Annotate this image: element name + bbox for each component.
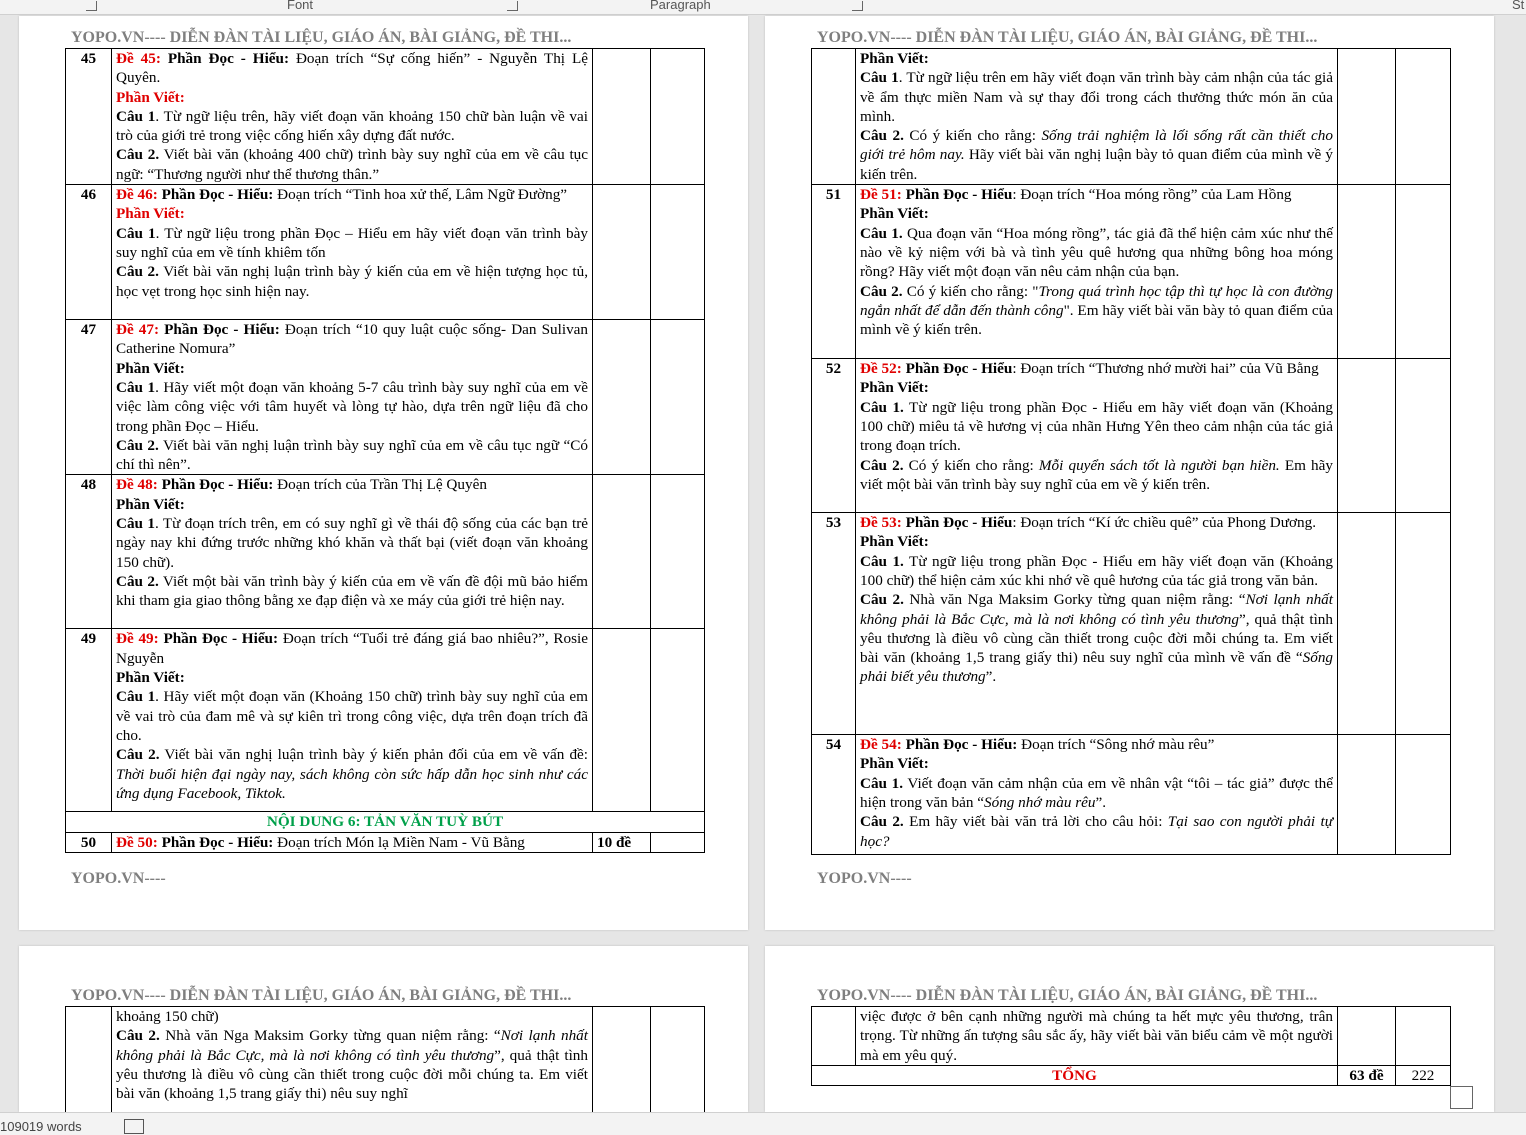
row-number [66, 1007, 112, 1113]
question-text: Từ ngữ liệu trong phần Đọc - Hiểu em hãy viết đoạn văn (Khoảng 100 chữ) miêu tả về hương vị của nhãn Hưng Yên theo cảm nhận của tác giả trong đoạn trích. [860, 398, 1333, 455]
de-label: Đề 48: [116, 476, 158, 494]
question-text: Viết bài văn nghị luận trình bày ý kiến phản đối của em về vấn đề: [159, 746, 589, 764]
row-number: 50 [66, 832, 112, 852]
page-header: YOPO.VN---- DIỄN ĐÀN TÀI LIỆU, GIÁO ÁN, BÀI GIẢNG, ĐỀ THI... [817, 987, 1318, 1004]
de-label: Đề 50: [116, 833, 158, 851]
row-number [812, 49, 856, 185]
count-cell [1338, 185, 1396, 359]
question-italic-text: Trong quá trình học tập thì tự học là con đường ngắn nhất để dẫn đến thành công [860, 282, 1333, 319]
exam-description[interactable] [112, 49, 593, 185]
question-text: Viết một bài văn trình bày ý kiến của em về vấn đề đội mũ bảo hiểm khi tham gia giao thông bằng xe đạp điện và xe máy của giới trẻ hiện nay. [116, 572, 588, 610]
count-cell [593, 49, 651, 185]
writing-label: Phần Viết: [860, 533, 929, 551]
writing-label: Phần Viết: [116, 359, 185, 377]
font-group-launcher-icon[interactable] [507, 1, 518, 11]
de-label: Đề 54: [860, 736, 902, 754]
count-cell [593, 629, 651, 812]
section-label: Phần Đọc - Hiểu: [157, 833, 274, 851]
de-label: Đề 51: [860, 186, 902, 204]
question-label: Câu 2. [116, 572, 159, 590]
page-footer: YOPO.VN---- [71, 870, 166, 887]
document-page-1 [19, 16, 748, 930]
question-text: . Từ ngữ liệu trên, hãy viết đoạn văn khoảng 150 chữ bàn luận về vai trò của giới trẻ trong việc cống hiến xây dựng đất nước. [116, 107, 588, 145]
question-text: Viết bài văn (khoảng 400 chữ) trình bày suy nghĩ của em về câu tục ngữ: “Thương người như thể thương thân.” [116, 146, 589, 183]
question-label: Câu 2. [860, 813, 904, 831]
question-text: . Từ ngữ liệu trong phần Đọc – Hiểu em hãy viết đoạn văn trình bày suy nghĩ của em về tính khiêm tốn [116, 224, 588, 261]
exam-title: : Đoạn trích “Hoa móng rồng” của Lam Hồng [1012, 186, 1292, 204]
total-cell [1396, 513, 1451, 735]
exam-title: Đoạn trích Món lạ Miền Nam - Vũ Bằng [273, 833, 525, 851]
row-number: 54 [812, 735, 856, 855]
question-label: Câu 2. [860, 591, 904, 609]
total-sum: 222 [1396, 1066, 1451, 1086]
table-row [812, 49, 1451, 185]
total-cell [1396, 185, 1451, 359]
question-label: Câu 1 [116, 224, 156, 242]
question-text: Có ý kiến cho rằng: " [902, 282, 1039, 300]
row-number: 48 [66, 475, 112, 629]
question-label: Câu 1. [860, 774, 904, 792]
section-label: Phần Đọc - Hiểu: [158, 630, 279, 648]
total-count: 63 đề [1338, 1066, 1396, 1086]
question-label: Câu 1. [860, 224, 903, 242]
table-row [66, 475, 705, 629]
table-resize-handle[interactable] [1450, 1086, 1473, 1109]
document-page-2 [765, 16, 1494, 930]
de-label: Đề 52: [860, 360, 902, 378]
count-cell [1338, 49, 1396, 185]
question-label: Câu 1 [116, 688, 156, 706]
question-label: Câu 1 [860, 69, 899, 87]
row-number: 53 [812, 513, 856, 735]
table-row [812, 513, 1451, 735]
question-text: Nhà văn Nga Maksim Gorky từng quan niệm rằng: “ [903, 591, 1246, 609]
exam-description[interactable] [112, 475, 593, 629]
total-cell [1396, 1007, 1451, 1066]
total-cell [651, 832, 705, 852]
question-text: ”, quả thật tình yêu thương là điều vô cùng cần thiết trong cuộc đời mỗi chúng ta. Em viết bài văn (khoảng 1,5 trang giấy thi) nêu suy nghĩ của mình về vấn đề “ [860, 610, 1333, 667]
question-label: Câu 2. [116, 263, 159, 281]
proofing-icon[interactable] [124, 1119, 144, 1134]
question-text: . Từ ngữ liệu trên em hãy viết đoạn văn trình bày cảm nhận của tác giả về ẩm thực miền Nam và sự thay đổi trong cách thưởng thức món ăn của mình. [860, 69, 1333, 125]
exam-description[interactable] [112, 1007, 593, 1113]
total-label: TỔNG [812, 1066, 1338, 1086]
page-header: YOPO.VN---- DIỄN ĐÀN TÀI LIỆU, GIÁO ÁN, BÀI GIẢNG, ĐỀ THI... [71, 987, 572, 1004]
question-text: . Hãy viết một đoạn văn khoảng 5-7 câu trình bày suy nghĩ của em về việc làm công việc với tâm huyết và lòng tự hào, dựa trên ngữ liệu đã cho trong phần Đọc – Hiểu. [116, 378, 588, 435]
exam-description[interactable] [112, 320, 593, 475]
question-label: Câu 2. [116, 436, 159, 454]
ribbon-strip [0, 0, 1526, 15]
question-label: Câu 2. [860, 456, 904, 474]
question-text: ". Em hãy viết bài văn bày tỏ quan điểm của mình về ý kiến trên. [860, 301, 1333, 339]
exam-title: : Đoạn trích “Thương nhớ mười hai” của Vũ Bằng [1012, 360, 1319, 378]
section-label: Phần Đọc - Hiểu [901, 360, 1013, 378]
row-number: 51 [812, 185, 856, 359]
row-number: 47 [66, 320, 112, 475]
writing-label: Phần Viết: [860, 379, 929, 397]
question-text: Hãy viết bài văn nghị luận bày tỏ quan điểm của mình về ý kiến trên. [860, 146, 1333, 183]
table-row [66, 832, 705, 852]
question-text: ”. [1095, 793, 1107, 811]
question-label: Câu 1 [116, 378, 156, 396]
question-italic-text: Tại sao con người phải tự học? [860, 813, 1333, 850]
total-cell [651, 49, 705, 185]
exam-title: Đoạn trích “10 quy luật cuộc sống- Dan Sulivan Catherine Nomura” [116, 321, 588, 358]
count-cell [1338, 359, 1396, 513]
section-row [66, 812, 705, 832]
question-italic-text: Nơi lạnh nhất không phải là Bắc Cực, mà là nơi không có tình yêu thương [860, 591, 1333, 628]
question-text: Viết bài văn nghị luận trình bày ý kiến của em về hiện tượng học tủ, học vẹt trong học sinh hiện nay. [116, 263, 588, 300]
section-label: Phần Đọc - Hiểu [901, 186, 1013, 204]
total-cell [651, 629, 705, 812]
question-text: Viết bài văn nghị luận trình bày suy nghĩ của em về câu tục ngữ “Có chí thì nên”. [116, 436, 588, 474]
question-label: Câu 1. [860, 552, 904, 570]
row-number: 45 [66, 49, 112, 185]
question-label: Câu 1. [860, 398, 904, 416]
question-text: . Hãy viết một đoạn văn (Khoảng 150 chữ) trình bày suy nghĩ của em về vai trò của đam mê và sự kiên trì trong công việc, dựa trên đoạn trích đã cho. [116, 688, 588, 744]
question-text: Có ý kiến cho rằng: [903, 127, 1042, 145]
section-label: Phần Đọc - Hiểu [901, 514, 1013, 532]
exam-table-page-1 [65, 48, 705, 853]
paragraph-group-label: Paragraph [650, 0, 711, 12]
exam-description[interactable] [856, 185, 1338, 359]
writing-label: Phần Viết: [860, 755, 929, 773]
question-label: Câu 2. [116, 746, 160, 764]
exam-table-page-3 [65, 1006, 705, 1112]
row-number: 52 [812, 359, 856, 513]
total-row [812, 1066, 1451, 1086]
table-row [812, 1007, 1451, 1066]
question-label: Câu 2. [116, 146, 160, 164]
total-cell [1396, 735, 1451, 855]
writing-label: Phần Viết: [860, 205, 929, 223]
question-text: Qua đoạn văn “Hoa móng rồng”, tác giả đã thể hiện cảm xúc như thế nào về kỷ niệm với bà và tình yêu quê hương qua những bông hoa móng rồng? Hãy viết một đoạn văn nêu cảm nhận của bạn. [860, 224, 1333, 281]
de-label: Đề 47: [116, 321, 160, 339]
de-label: Đề 53: [860, 514, 902, 532]
question-text: Em hãy viết một bài văn trình bày suy nghĩ của em về ý kiến trên. [860, 456, 1333, 493]
document-page-3 [19, 946, 748, 1112]
count-cell [593, 320, 651, 475]
count-cell [1338, 735, 1396, 855]
count-cell [1338, 1007, 1396, 1066]
exam-description[interactable] [112, 185, 593, 320]
exam-title: Đoạn trích “Sự cống hiến” - Nguyễn Thị Lệ Quyên. [116, 50, 588, 87]
table-row [812, 185, 1451, 359]
exam-title: Đoạn trích “Tuổi trẻ đáng giá bao nhiêu?”, Rosie Nguyễn [116, 630, 588, 667]
table-row [812, 735, 1451, 855]
question-label: Câu 2. [860, 127, 904, 145]
exam-description[interactable] [112, 629, 593, 812]
writing-label: Phần Viết: [116, 205, 185, 223]
question-text: khoảng 150 chữ) [116, 1008, 219, 1025]
status-bar [0, 1112, 1526, 1135]
section-label: Phần Đọc - Hiểu: [901, 736, 1018, 754]
exam-title: Đoạn trích của Trần Thị Lệ Quyên [273, 476, 487, 494]
paragraph-dialog-launcher-icon[interactable] [852, 1, 863, 11]
question-label: Câu 2. [116, 1027, 160, 1045]
exam-title: : Đoạn trích “Kí ức chiều quê” của Phong Dương. [1012, 514, 1317, 532]
total-cell [651, 1007, 705, 1113]
question-italic-text: Sóng nhớ màu rêu [984, 793, 1096, 811]
question-label: Câu 1 [116, 107, 156, 125]
table-row [66, 320, 705, 475]
writing-label: Phần Viết: [116, 88, 185, 106]
question-text: ”, quả thật tình yêu thương là điều vô cùng cần thiết trong cuộc đời mỗi chúng ta. Em viết bài văn (khoảng 1,5 trang giấy thi) nêu suy nghĩ [116, 1046, 588, 1103]
question-text: Nhà văn Nga Maksim Gorky từng quan niệm rằng: “ [159, 1027, 501, 1045]
count-cell [1338, 513, 1396, 735]
writing-label: Phần Viết: [116, 669, 185, 687]
total-cell [1396, 359, 1451, 513]
total-cell [651, 320, 705, 475]
question-label: Câu 2. [860, 282, 903, 300]
de-label: Đề 46: [116, 186, 158, 204]
question-italic-text: Nơi lạnh nhất không phải là Bắc Cực, mà là nơi không có tình yêu thương [116, 1027, 588, 1064]
question-text: Có ý kiến cho rằng: [903, 456, 1039, 474]
exam-table-page-4 [811, 1006, 1451, 1086]
question-text: Em hãy viết bài văn trả lời cho câu hỏi: [903, 813, 1168, 831]
count-cell [593, 475, 651, 629]
question-text: Viết đoạn văn cảm nhận của em về nhân vật “tôi – tác giả” được thể hiện trong văn bản “ [860, 774, 1333, 811]
page-header: YOPO.VN---- DIỄN ĐÀN TÀI LIỆU, GIÁO ÁN, BÀI GIẢNG, ĐỀ THI... [817, 29, 1318, 46]
de-label: Đề 49: [116, 630, 159, 648]
question-italic-text: Sống trải nghiệm là lối sống rất cần thiết cho giới trẻ hôm nay. [860, 127, 1333, 164]
section-label: Phần Đọc - Hiểu: [157, 476, 274, 494]
total-cell [651, 185, 705, 320]
exam-description[interactable] [856, 359, 1338, 513]
count-cell [593, 1007, 651, 1113]
styles-group-label: St [1512, 0, 1525, 12]
document-page-4 [765, 946, 1494, 1112]
section-title: NỘI DUNG 6: TẢN VĂN TUỲ BÚT [66, 812, 705, 832]
writing-label: Phần Viết: [860, 50, 929, 67]
question-italic-text: Thời buổi hiện đại ngày nay, sách không còn sức hấp dẫn học sinh như các ứng dụng Facebook, Tiktok. [116, 765, 588, 802]
exam-description[interactable] [112, 832, 593, 852]
section-label: Phần Đọc - Hiểu: [157, 186, 274, 204]
exam-description[interactable] [856, 513, 1338, 735]
exam-title: Đoạn trích “Tinh hoa xử thế, Lâm Ngữ Đường” [273, 186, 568, 204]
page-footer: YOPO.VN---- [817, 870, 912, 887]
question-text: Từ ngữ liệu trong phần Đọc - Hiểu em hãy viết đoạn văn (Khoảng 100 chữ) thể hiện cảm xúc khi nhớ về quê hương của tác giả trong văn bản. [860, 552, 1333, 589]
page-header: YOPO.VN---- DIỄN ĐÀN TÀI LIỆU, GIÁO ÁN, BÀI GIẢNG, ĐỀ THI... [71, 29, 572, 46]
total-cell [651, 475, 705, 629]
table-row [812, 359, 1451, 513]
table-row [66, 185, 705, 320]
table-row [66, 1007, 705, 1113]
question-label: Câu 1 [116, 515, 155, 533]
section-label: Phần Đọc - Hiểu: [160, 50, 290, 67]
section-label: Phần Đọc - Hiểu: [159, 321, 280, 339]
row-number [812, 1007, 856, 1066]
question-text: . Từ đoạn trích trên, em có suy nghĩ gì về thái độ sống của các bạn trẻ ngày nay khi đứng trước những khó khăn và thất bại (viết đoạn văn khoảng 150 chữ). [116, 515, 588, 571]
word-count[interactable]: 109019 words [0, 1119, 82, 1134]
font-dialog-launcher-icon[interactable] [86, 1, 97, 11]
row-number: 49 [66, 629, 112, 812]
question-text: ”. [985, 668, 997, 686]
row-number: 46 [66, 185, 112, 320]
writing-label: Phần Viết: [116, 495, 185, 513]
de-label: Đề 45: [116, 50, 161, 67]
question-italic-text: Sống phải biết yêu thương [860, 649, 1333, 686]
table-row [66, 49, 705, 185]
question-italic-text: Mỗi quyển sách tốt là người bạn hiền. [1038, 456, 1280, 474]
exam-table-page-2 [811, 48, 1451, 855]
count-cell: 10 đề [593, 832, 651, 852]
exam-description[interactable] [856, 49, 1338, 185]
exam-description[interactable]: việc được ở bên cạnh những người mà chúng ta hết mực yêu thương, trân trọng. Từ những ấn tượng sâu sắc ấy, hãy viết bài văn biểu cảm về một người mà em yêu quý. [856, 1007, 1338, 1066]
count-cell [593, 185, 651, 320]
exam-description[interactable] [856, 735, 1338, 855]
exam-title: Đoạn trích “Sông nhớ màu rêu” [1017, 736, 1215, 754]
total-cell [1396, 49, 1451, 185]
font-group-label: Font [287, 0, 314, 12]
table-row [66, 629, 705, 812]
